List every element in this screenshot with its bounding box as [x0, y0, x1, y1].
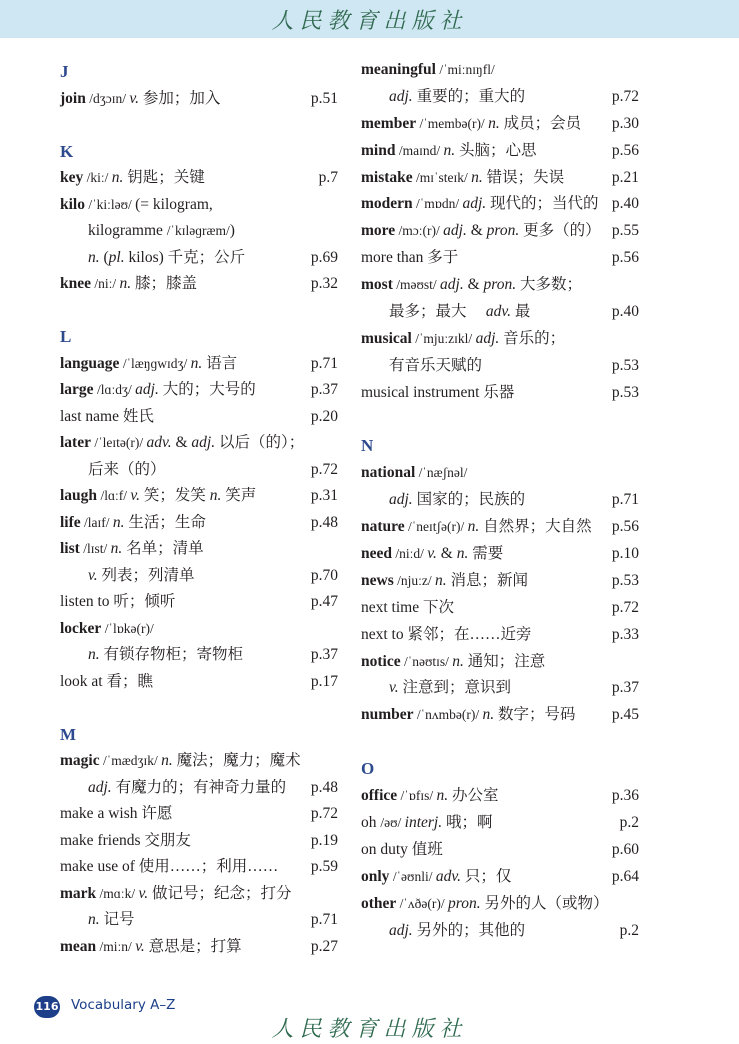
part-of-speech: n.	[111, 169, 124, 186]
page-reference: p.2	[619, 921, 639, 939]
definition: 最	[511, 303, 531, 321]
right-column	[361, 57, 639, 944]
headword: national	[361, 464, 416, 482]
entry-continuation-line	[361, 299, 639, 326]
part-of-speech: n.	[452, 652, 464, 670]
letter-heading: N	[361, 436, 374, 456]
part-of-speech: n.	[209, 487, 222, 504]
phonetic: /ˈmjuːzɪkl/	[411, 330, 476, 346]
headword: musical	[361, 329, 412, 347]
vocab-entry	[361, 541, 639, 568]
blank-line	[60, 298, 338, 325]
phonetic: /ˈmembə(r)/	[416, 115, 489, 131]
vocab-entry	[361, 245, 639, 272]
letter-heading: K	[60, 141, 74, 161]
headword: need	[361, 545, 392, 563]
headword: mean	[60, 937, 97, 955]
definition: 以后（的）；	[215, 434, 305, 451]
headword: laugh	[60, 487, 98, 504]
part-of-speech: n.	[88, 646, 100, 663]
definition: 意思是；打算	[144, 937, 242, 955]
part-of-speech: n.	[88, 911, 100, 928]
page-reference: p.53	[611, 383, 639, 401]
blank-line	[361, 407, 639, 434]
definition: 笑；发笑	[139, 487, 210, 504]
part-of-speech: n.	[88, 248, 100, 266]
page-reference: p.40	[611, 303, 639, 321]
entry-continuation-line	[60, 563, 338, 590]
phonetic: /əʊ/	[380, 814, 405, 830]
definition: &	[466, 222, 487, 240]
phonetic: /niː/	[91, 276, 120, 291]
headword: language	[60, 354, 120, 372]
part-of-speech: n.	[482, 706, 495, 724]
vocab-entry	[361, 165, 639, 192]
phonetic: /ˈəʊnli/	[389, 868, 436, 884]
definition: 有音乐天赋的	[389, 356, 483, 374]
definition: 哦；啊	[442, 813, 493, 831]
definition: kilos) 千克；公斤	[124, 248, 246, 266]
vocab-entry	[60, 510, 338, 537]
vocab-entry	[361, 783, 639, 810]
vocab-entry	[60, 351, 338, 378]
left-column	[60, 59, 338, 960]
vocab-entry	[60, 483, 338, 510]
page-reference: p.56	[611, 518, 639, 536]
vocab-entry	[60, 377, 338, 404]
part-of-speech: adv.	[485, 303, 511, 321]
page-reference: p.72	[611, 598, 639, 616]
phonetic: /njuːz/	[393, 572, 435, 588]
headword: notice	[361, 652, 401, 670]
vocab-entry	[60, 854, 338, 881]
vocab-entry	[361, 891, 639, 918]
phonetic: /niːd/	[392, 546, 428, 562]
vocab-entry	[60, 934, 338, 961]
phonetic: /ˈkɪləɡræm/	[166, 223, 230, 238]
part-of-speech: adj.	[135, 381, 159, 398]
vocab-entry	[60, 828, 338, 855]
entry-continuation-line	[60, 775, 338, 802]
entry-continuation-line	[60, 218, 338, 245]
vocab-entry	[60, 669, 338, 696]
definition: &	[463, 276, 484, 294]
page-reference: p.60	[611, 840, 639, 858]
part-of-speech: v.	[129, 89, 139, 107]
phonetic: /ˈlæŋɡwɪdʒ/	[119, 355, 191, 371]
blank-line	[60, 695, 338, 722]
footer-publisher-logo: 人民教育出版社	[271, 1017, 468, 1042]
part-of-speech: pron.	[448, 894, 481, 912]
vocab-entry	[361, 272, 639, 299]
phonetic: /miːn/	[96, 938, 136, 954]
definition: make friends 交朋友	[60, 831, 191, 849]
phonetic: /ˈlɒkə(r)/	[101, 620, 154, 636]
vocab-entry	[361, 622, 639, 649]
page-reference: p.64	[611, 867, 639, 885]
definition: make a wish 许愿	[60, 805, 173, 822]
part-of-speech: adj.	[191, 434, 216, 451]
part-of-speech: n.	[436, 787, 449, 805]
part-of-speech: adv.	[435, 867, 461, 885]
definition: make use of 使用……；利用……	[60, 858, 279, 875]
page-reference: p.2	[619, 813, 639, 831]
phonetic: /məʊst/	[392, 277, 441, 293]
definition: 数字；号码	[494, 706, 576, 724]
phonetic: /ˈʌðə(r)/	[396, 895, 449, 911]
headword: life	[60, 513, 81, 531]
page-reference: p.72	[310, 460, 338, 478]
page-reference: p.47	[310, 593, 338, 610]
headword: other	[361, 894, 397, 912]
definition: (= kilogram,	[135, 195, 213, 213]
phonetic: /dʒɔɪn/	[85, 90, 130, 106]
page-reference: p.51	[310, 89, 338, 107]
definition: 参加；加入	[138, 89, 221, 107]
part-of-speech: adj.	[462, 195, 487, 213]
definition: 需要	[468, 545, 504, 563]
definition: 有魔力的；有神奇力量的	[111, 778, 287, 796]
headword: nature	[361, 518, 405, 536]
vocab-entry	[361, 810, 639, 837]
page-reference: p.33	[611, 625, 639, 643]
part-of-speech: adj.	[443, 222, 467, 240]
vocab-entry	[60, 589, 338, 616]
part-of-speech: adj.	[88, 778, 112, 796]
phonetic: /lɑːf/	[97, 488, 131, 503]
page-reference: p.21	[611, 168, 639, 186]
headword: number	[361, 706, 414, 724]
section-title: Vocabulary A–Z	[71, 997, 176, 1013]
part-of-speech: adv.	[146, 434, 172, 451]
definition: 笑声	[221, 487, 257, 504]
headword: kilo	[60, 195, 85, 213]
phonetic: /ˈmiːnɪŋfl/	[435, 62, 495, 77]
headword: office	[361, 787, 398, 805]
headword: list	[60, 540, 80, 557]
vocab-entry	[361, 649, 639, 676]
part-of-speech: n.	[434, 571, 447, 589]
vocab-entry	[361, 460, 639, 487]
page-reference: p.48	[310, 513, 338, 531]
blank-line	[361, 729, 639, 756]
definition: 另外的人（或物）	[480, 894, 609, 912]
page-reference: p.59	[310, 858, 338, 875]
headword: most	[361, 276, 393, 294]
definition: next to 紧邻；在……近旁	[361, 625, 532, 643]
letter-heading: L	[60, 327, 72, 346]
vocab-entry	[60, 165, 338, 192]
part-of-speech: pl.	[108, 248, 125, 266]
phonetic: /mɔː(r)/	[395, 223, 444, 239]
definition: 另外的；其他的	[412, 921, 526, 939]
page-reference: p.56	[611, 249, 639, 267]
vocab-entry	[60, 86, 338, 113]
headword: news	[361, 571, 394, 589]
headword: meaningful	[361, 61, 436, 78]
definition: 做记号；纪念；打分	[148, 884, 292, 902]
vocab-entry	[60, 881, 338, 908]
page-reference: p.37	[310, 381, 338, 398]
part-of-speech: n.	[456, 545, 469, 563]
vocab-entry	[60, 430, 338, 457]
part-of-speech: pron.	[486, 222, 520, 240]
vocab-entry	[60, 271, 338, 298]
vocab-entry	[361, 326, 639, 353]
page-reference: p.45	[611, 706, 639, 724]
definition: 大的；大号的	[158, 381, 256, 398]
part-of-speech: n.	[471, 168, 483, 186]
page-reference: p.72	[310, 805, 338, 822]
definition: 通知；注意	[463, 652, 546, 670]
page-reference: p.36	[611, 787, 639, 805]
phonetic: /lɑːdʒ/	[93, 382, 136, 397]
definition: musical instrument 乐器	[361, 383, 515, 401]
page-reference: p.7	[318, 169, 338, 186]
entry-continuation-line	[361, 84, 639, 111]
definition: (	[99, 248, 109, 266]
phonetic: /ˈleɪtə(r)/	[90, 435, 147, 450]
part-of-speech: n.	[112, 513, 125, 531]
phonetic: /ˈmɒdn/	[412, 196, 463, 212]
page-reference: p.17	[310, 672, 338, 690]
definition: 成员；会员	[499, 114, 582, 132]
entry-continuation-line	[60, 457, 338, 484]
definition: 语言	[202, 354, 238, 372]
vocab-entry	[361, 191, 639, 218]
part-of-speech: adj.	[475, 329, 500, 347]
definition: 记号	[99, 911, 135, 928]
part-of-speech: adj.	[389, 921, 413, 939]
vocab-entry	[60, 536, 338, 563]
definition: )	[229, 222, 235, 239]
page-reference: p.40	[611, 195, 639, 213]
part-of-speech: v.	[135, 937, 145, 955]
page-reference: p.71	[310, 911, 338, 928]
phonetic: /ˈkiːləʊ/	[84, 196, 136, 212]
vocab-entry	[361, 57, 639, 84]
page-reference: p.56	[611, 141, 639, 159]
definition: 头脑；心思	[455, 141, 537, 159]
page-reference: p.48	[310, 778, 338, 796]
page-number-badge: 116	[34, 996, 60, 1018]
headword: locker	[60, 619, 102, 637]
page-reference: p.69	[310, 248, 338, 266]
definition: 更多（的）	[519, 222, 601, 240]
part-of-speech: n.	[467, 518, 480, 536]
definition: 重要的；重大的	[412, 87, 526, 105]
headword: mark	[60, 884, 97, 902]
page-reference: p.30	[611, 114, 639, 132]
part-of-speech: n.	[488, 114, 500, 132]
headword: key	[60, 169, 84, 186]
definition: oh	[361, 813, 381, 831]
vocab-entry	[361, 111, 639, 138]
vocab-entry	[60, 192, 338, 219]
definition: next time 下次	[361, 598, 454, 616]
part-of-speech: v.	[130, 487, 140, 504]
phonetic: /ˈmædʒɪk/	[99, 753, 162, 768]
definition: look at 看；瞧	[60, 672, 153, 690]
vocab-entry	[361, 568, 639, 595]
part-of-speech: adj.	[440, 276, 464, 294]
entry-continuation-line	[361, 353, 639, 380]
page-reference: p.10	[611, 545, 639, 563]
vocab-entry	[60, 404, 338, 431]
page-reference: p.72	[611, 87, 639, 105]
page-reference: p.27	[310, 937, 338, 955]
definition: 后来（的）	[88, 460, 166, 478]
headword: knee	[60, 275, 91, 292]
part-of-speech: n.	[119, 275, 132, 292]
letter-heading: O	[361, 759, 375, 779]
vocab-entry	[60, 748, 338, 775]
phonetic: /mɑːk/	[96, 885, 139, 901]
definition: 错误；失误	[482, 168, 565, 186]
phonetic: /lɪst/	[79, 541, 111, 556]
definition: 国家的；民族的	[412, 491, 526, 509]
definition: 有锁存物柜；寄物柜	[99, 646, 244, 663]
definition: more than 多于	[361, 249, 459, 267]
page-reference: p.70	[310, 566, 338, 584]
part-of-speech: n.	[110, 540, 123, 557]
definition: 列表；列清单	[97, 566, 195, 584]
headword: later	[60, 434, 91, 451]
definition: 钥匙；关键	[123, 169, 205, 186]
phonetic: /laɪf/	[80, 514, 113, 530]
part-of-speech: n.	[443, 141, 456, 159]
vocab-entry	[361, 380, 639, 407]
page-reference: p.37	[611, 679, 639, 697]
phonetic: /maɪnd/	[395, 142, 444, 158]
definition: listen to 听；倾听	[60, 593, 176, 610]
phonetic: /ˈneɪtʃə(r)/	[404, 519, 468, 535]
vocab-entry	[361, 138, 639, 165]
page-reference: p.19	[310, 831, 338, 849]
entry-continuation-line	[361, 918, 639, 945]
vocab-entry	[60, 801, 338, 828]
definition: 办公室	[448, 787, 499, 805]
definition: kilogramme	[88, 222, 167, 239]
entry-continuation-line	[361, 487, 639, 514]
definition: 膝；膝盖	[131, 275, 198, 292]
headword: member	[361, 114, 417, 132]
headword: mistake	[361, 168, 413, 186]
headword: only	[361, 867, 390, 885]
definition: 只；仅	[460, 867, 512, 885]
definition: 魔法；魔力；魔术	[172, 752, 301, 769]
letter-heading: M	[60, 724, 77, 744]
part-of-speech: n.	[190, 354, 203, 372]
entry-continuation-line	[60, 907, 338, 934]
definition: 现代的；当代的	[486, 195, 599, 213]
page-reference: p.37	[310, 646, 338, 663]
page-reference: p.32	[310, 275, 338, 292]
phonetic: /ˈnʌmbə(r)/	[413, 707, 483, 723]
definition: 音乐的；	[499, 329, 566, 347]
entry-continuation-line	[60, 642, 338, 669]
page-reference: p.71	[611, 491, 639, 509]
page-reference: p.31	[310, 487, 338, 504]
definition: 最多；最大	[389, 303, 486, 321]
part-of-speech: v.	[88, 566, 98, 584]
part-of-speech: v.	[427, 545, 437, 563]
headword: magic	[60, 752, 100, 769]
definition: &	[171, 434, 192, 451]
vocab-entry	[361, 595, 639, 622]
entry-continuation-line	[361, 675, 639, 702]
phonetic: /ˈnəʊtɪs/	[400, 653, 453, 669]
entry-continuation-line	[60, 245, 338, 272]
publisher-logo: 人民教育出版社	[271, 9, 468, 34]
part-of-speech: n.	[161, 752, 173, 769]
headword: large	[60, 381, 94, 398]
definition: 注意到；意识到	[398, 679, 511, 697]
headword: modern	[361, 195, 413, 213]
blank-line	[60, 112, 338, 139]
headword: more	[361, 222, 396, 240]
page-reference: p.53	[611, 356, 639, 374]
part-of-speech: adj.	[389, 87, 413, 105]
phonetic: /ˈnæʃnəl/	[415, 465, 468, 481]
part-of-speech: v.	[138, 884, 149, 902]
vocab-entry	[361, 514, 639, 541]
definition: &	[436, 545, 457, 563]
page-reference: p.53	[611, 571, 639, 589]
headword: mind	[361, 141, 396, 159]
page-reference: p.71	[310, 354, 338, 372]
definition: 生活；生命	[124, 513, 206, 531]
definition: 自然界；大自然	[479, 518, 592, 536]
vocab-entry	[361, 702, 639, 729]
part-of-speech: pron.	[483, 276, 517, 294]
part-of-speech: v.	[389, 679, 399, 697]
definition: 消息；新闻	[446, 571, 528, 589]
vocab-entry	[361, 837, 639, 864]
letter-heading: J	[60, 62, 69, 81]
vocab-entry	[60, 616, 338, 643]
headword: join	[60, 89, 86, 107]
definition: on duty 值班	[361, 840, 443, 858]
part-of-speech: adj.	[389, 491, 413, 509]
definition: 大多数；	[516, 276, 583, 294]
definition: 名单；清单	[122, 540, 204, 557]
page-reference: p.55	[611, 222, 639, 240]
phonetic: /kiː/	[83, 170, 112, 185]
definition: last name 姓氏	[60, 407, 154, 425]
vocab-entry	[361, 864, 639, 891]
phonetic: /ˈɒfɪs/	[397, 788, 437, 804]
part-of-speech: interj.	[404, 813, 443, 831]
vocab-entry	[361, 218, 639, 245]
page-reference: p.20	[310, 407, 338, 425]
phonetic: /mɪˈsteɪk/	[412, 169, 472, 185]
